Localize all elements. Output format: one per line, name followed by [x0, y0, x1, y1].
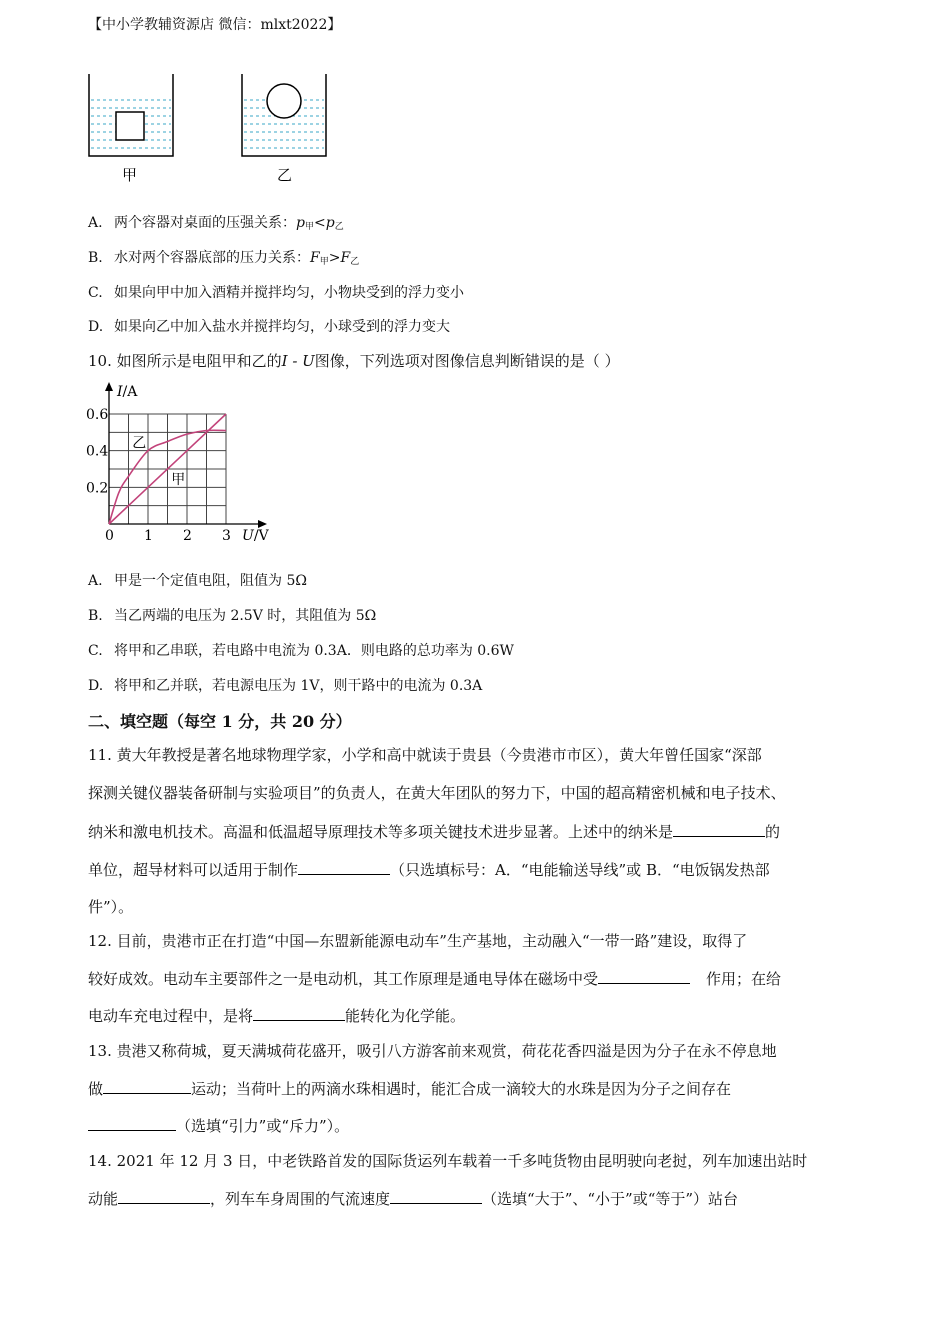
q10-option-b: B. 当乙两端的电压为 2.5V 时，其阻值为 5Ω — [88, 608, 377, 624]
x-tick-label: 3 — [222, 528, 231, 544]
y-axis-label: I/A — [117, 384, 138, 400]
answer-blank[interactable] — [103, 1077, 191, 1094]
answer-blank[interactable] — [390, 1187, 482, 1204]
q14-line-2: 动能 ，列车车身周围的气流速度 （选填“大于”、“小于”或“等于”）站台 — [88, 1187, 738, 1209]
answer-blank[interactable] — [253, 1004, 345, 1021]
q11-line-5: 件”）。 — [88, 898, 134, 916]
q9-option-a: A. 两个容器对桌面的压强关系：$p_甲<p_乙$ — [88, 215, 344, 232]
q10-option-c: C. 将甲和乙串联，若电路中电流为 0.3A．则电路的总功率为 0.6W — [88, 643, 514, 659]
q10-option-d: D. 将甲和乙并联，若电源电压为 1V，则干路中的电流为 0.3A — [88, 678, 483, 694]
y-tick-label: 0.4 — [86, 443, 109, 460]
q10-stem: 10. 如图所示是电阻甲和乙的I - U图像，下列选项对图像信息判断错误的是（ ） — [88, 352, 620, 370]
y-tick-label: 0.6 — [86, 407, 109, 423]
answer-blank[interactable] — [118, 1187, 210, 1204]
q9-option-d: D. 如果向乙中加入盐水并搅拌均匀，小球受到的浮力变大 — [88, 319, 450, 335]
q9-option-c: C. 如果向甲中加入酒精并搅拌均匀，小物块受到的浮力变小 — [88, 285, 464, 301]
q13-line-3: （选填“引力”或“斥力”）。 — [88, 1114, 349, 1136]
q13-line-1: 13. 贵港又称荷城，夏天满城荷花盛开，吸引八方游客前来观赏，荷花花香四溢是因为分子在永不停息地 — [88, 1042, 777, 1060]
x-axis-arrow — [258, 520, 267, 528]
q11-line-2: 探测关键仪器装备研制与实验项目”的负责人，在黄大年团队的努力下，中国的超高精密机械和电子技术、 — [88, 784, 786, 802]
q13-line-2: 做 运动；当荷叶上的两滴水珠相遇时，能汇合成一滴较大的水珠是因为分子之间存在 — [88, 1077, 731, 1099]
container-yi — [242, 74, 326, 156]
answer-blank[interactable] — [598, 967, 690, 984]
page-header: 【中小学教辅资源店 微信：mlxt2022】 — [88, 17, 342, 33]
x-tick-label: 2 — [183, 528, 192, 544]
q12-line-1: 12. 目前，贵港市正在打造“中国—东盟新能源电动车”生产基地，主动融入“一带一路”建设，取得了 — [88, 932, 748, 950]
iu-chart — [80, 378, 280, 550]
label-yi: 乙 — [277, 166, 293, 184]
y-tick-label: 0.2 — [86, 480, 109, 497]
answer-blank[interactable] — [673, 820, 765, 837]
x-axis-label: U/V — [242, 528, 269, 544]
series-label: 乙 — [132, 435, 147, 452]
answer-blank[interactable] — [88, 1114, 176, 1131]
small-ball — [267, 84, 301, 118]
q11-line-1: 11. 黄大年教授是著名地球物理学家，小学和高中就读于贵县（今贵港市市区），黄大年曾任国家“深部 — [88, 746, 762, 764]
chart-labels — [132, 436, 185, 489]
x-tick-label: 0 — [105, 528, 114, 544]
answer-blank[interactable] — [298, 858, 390, 875]
label-jia: 甲 — [122, 166, 138, 184]
q11-line-4: 单位，超导材料可以适用于制作 （只选填标号：A．“电能输送导线”或 B．“电饭锅发热部 — [88, 858, 770, 880]
section-title: 二、填空题（每空 1 分，共 20 分） — [88, 712, 352, 731]
small-block — [116, 112, 144, 140]
y-axis-arrow — [105, 382, 113, 391]
series-label: 甲 — [171, 472, 186, 489]
q14-line-1: 14. 2021 年 12 月 3 日，中老铁路首发的国际货运列车载着一千多吨货物由昆明驶向老挝，列车加速出站时 — [88, 1152, 808, 1170]
x-tick-label: 1 — [144, 528, 153, 544]
q12-line-3: 电动车充电过程中，是将 能转化为化学能。 — [88, 1004, 465, 1026]
q10-option-a: A. 甲是一个定值电阻，阻值为 5Ω — [88, 573, 307, 589]
q9-option-b: B. 水对两个容器底部的压力关系：$F_甲>F_乙$ — [88, 250, 360, 267]
q11-line-3: 纳米和激电机技术。高温和低温超导原理技术等多项关键技术进步显著。上述中的纳米是 的 — [88, 820, 780, 842]
containers-figure — [80, 66, 340, 191]
container-jia — [89, 74, 173, 156]
q12-line-2: 较好成效。电动车主要部件之一是电动机，其工作原理是通电导体在磁场中受 作用；在给 — [88, 967, 781, 989]
